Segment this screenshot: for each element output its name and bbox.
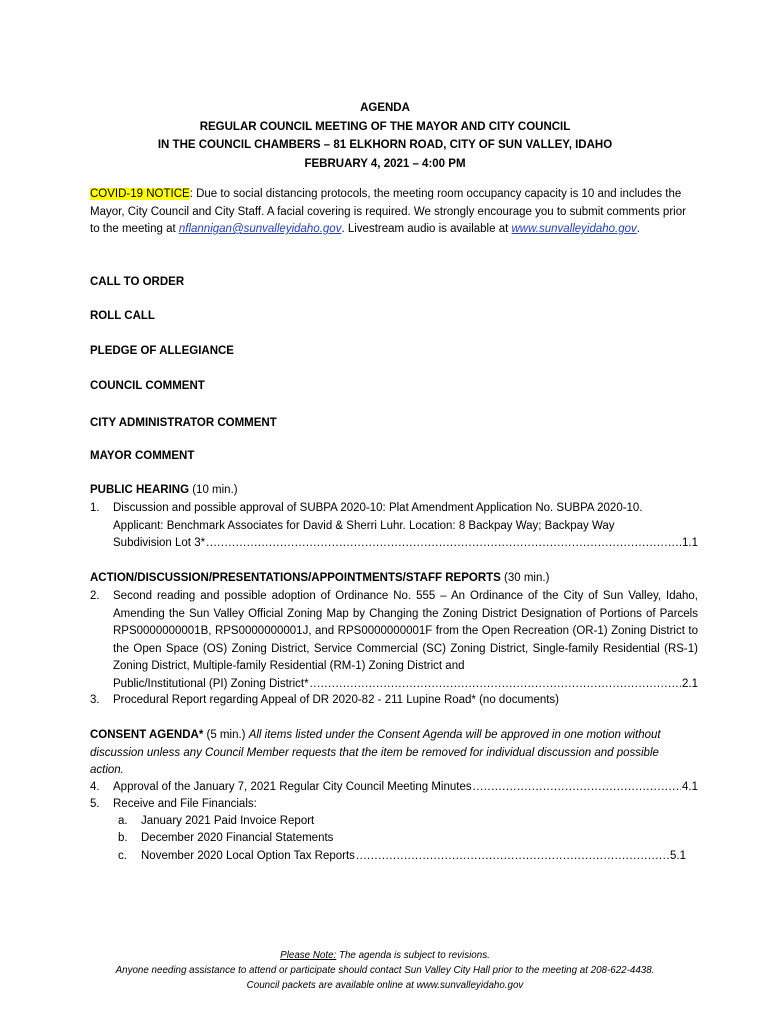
footer-assistance: Anyone needing assistance to attend or participate should contact Sun Valley City Hall prior to the meeting at 208-622-4438. [115, 965, 655, 976]
section-call-to-order: CALL TO ORDER [90, 276, 185, 288]
public-hearing-heading: PUBLIC HEARING [90, 484, 190, 496]
item-number: 3. [90, 694, 100, 706]
item-number: 1. [90, 502, 100, 514]
sub-item-letter: c. [118, 850, 127, 862]
item-1-line-3: Subdivision Lot 3* [113, 537, 206, 549]
footer-note-text: The agenda is subject to revisions. [336, 950, 490, 961]
footer-packets: Council packets are available online at www.sunvalleyidaho.gov [246, 980, 524, 991]
item-3-text: Procedural Report regarding Appeal of DR 2020-82 - 211 Lupine Road* (no documents) [113, 694, 560, 706]
footer-note-label: Please Note: [280, 950, 337, 961]
item-4-page-ref: 4.1 [682, 781, 698, 793]
agenda-item-3 [90, 692, 698, 710]
agenda-item-5 [90, 796, 698, 814]
action-time: (30 min.) [500, 572, 550, 584]
sub-item-b [118, 830, 686, 848]
agenda-item-4 [90, 779, 698, 797]
sub-item-c [118, 848, 686, 866]
dot-leader [206, 535, 681, 553]
dot-leader [356, 848, 669, 866]
header-title: AGENDA [360, 102, 410, 114]
agenda-item-2 [90, 588, 698, 693]
agenda-item-1 [90, 500, 698, 553]
item-5-text: Receive and File Financials: [113, 798, 257, 810]
dot-leader [310, 676, 681, 694]
header-date: FEBRUARY 4, 2021 – 4:00 PM [304, 157, 466, 170]
covid-notice-label: COVID-19 NOTICE [90, 188, 190, 200]
consent-note: All items listed under the Consent Agenda will be approved in one motion without discussion unless any Council Member requests that the item be removed for individual discussion and possible action. [90, 729, 661, 776]
item-1-line-2: Applicant: Benchmark Associates for David & Sherri Luhr. Location: 8 Backpay Way; Backpay Way [113, 519, 615, 532]
covid-notice [90, 186, 690, 239]
item-4-text: Approval of the January 7, 2021 Regular City Council Meeting Minutes [113, 781, 472, 793]
dot-leader [473, 779, 681, 797]
sub-item-letter: a. [118, 815, 128, 827]
item-1-page-ref: 1.1 [682, 537, 698, 549]
item-2-last-line: Public/Institutional (PI) Zoning District* [113, 677, 309, 690]
sub-item-a [118, 813, 686, 831]
sub-item-c-page-ref: 5.1 [670, 850, 686, 862]
section-city-admin-comment: CITY ADMINISTRATOR COMMENT [90, 417, 277, 429]
action-heading: ACTION/DISCUSSION/PRESENTATIONS/APPOINTMENTS/STAFF REPORTS [90, 572, 501, 584]
agenda-footer [0, 948, 770, 993]
consent-time: (5 min.) [203, 729, 249, 741]
item-2-text: Second reading and possible adoption of Ordinance No. 555 – An Ordinance of the City of Sun Valley, Idaho, Amending the Sun Valley Official Zoning Map by Changing the Zoning District Designation of Portions of Parcels RPS0000000001B, RPS0000000001J, and RPS0000000001F from the Open Recreation (OR-1) Zoning District to the Open Space (OS) Zoning District, Service Commercial (SC) Zoning District, Single-family Residential (RS-1) Zoning District, Multiple-family Residential (RM-1) Zoning District and [113, 590, 698, 672]
public-hearing-time: (10 min.) [189, 484, 238, 496]
item-1-line-1: Discussion and possible approval of SUBPA 2020-10: Plat Amendment Application No. SUBPA 2020-10. [113, 502, 643, 514]
item-number: 4. [90, 781, 100, 793]
covid-notice-text: : Due to social distancing protocols, the meeting room occupancy capacity is 10 and includes the Mayor, City Council and City Staff. A facial covering is required. We strongly encourage you to submit comments prior to the meeting at [90, 188, 686, 235]
item-number: 2. [90, 590, 100, 602]
sub-item-text: January 2021 Paid Invoice Report [141, 815, 315, 827]
sub-item-letter: b. [118, 832, 128, 844]
section-council-comment: COUNCIL COMMENT [90, 380, 205, 392]
covid-notice-text-3: . [636, 223, 640, 235]
section-roll-call: ROLL CALL [90, 310, 155, 322]
header-location: IN THE COUNCIL CHAMBERS – 81 ELKHORN ROAD, CITY OF SUN VALLEY, IDAHO [157, 139, 613, 151]
header-meeting: REGULAR COUNCIL MEETING OF THE MAYOR AND CITY COUNCIL [199, 120, 571, 133]
item-number: 5. [90, 798, 100, 810]
covid-notice-text-2: . Livestream audio is available at [341, 223, 512, 235]
section-action [90, 572, 549, 584]
consent-heading: CONSENT AGENDA* [90, 729, 204, 741]
agenda-header [0, 99, 770, 173]
item-2-page-ref: 2.1 [682, 677, 698, 690]
sub-item-text: December 2020 Financial Statements [141, 832, 334, 844]
email-link[interactable]: nflannigan@sunvalleyidaho.gov [178, 223, 342, 235]
section-mayor-comment: MAYOR COMMENT [90, 450, 195, 462]
section-public-hearing [90, 484, 238, 496]
website-link[interactable]: www.sunvalleyidaho.gov [511, 223, 637, 235]
consent-agenda [90, 727, 690, 780]
section-pledge: PLEDGE OF ALLEGIANCE [90, 345, 234, 357]
sub-item-text: November 2020 Local Option Tax Reports [141, 850, 355, 862]
